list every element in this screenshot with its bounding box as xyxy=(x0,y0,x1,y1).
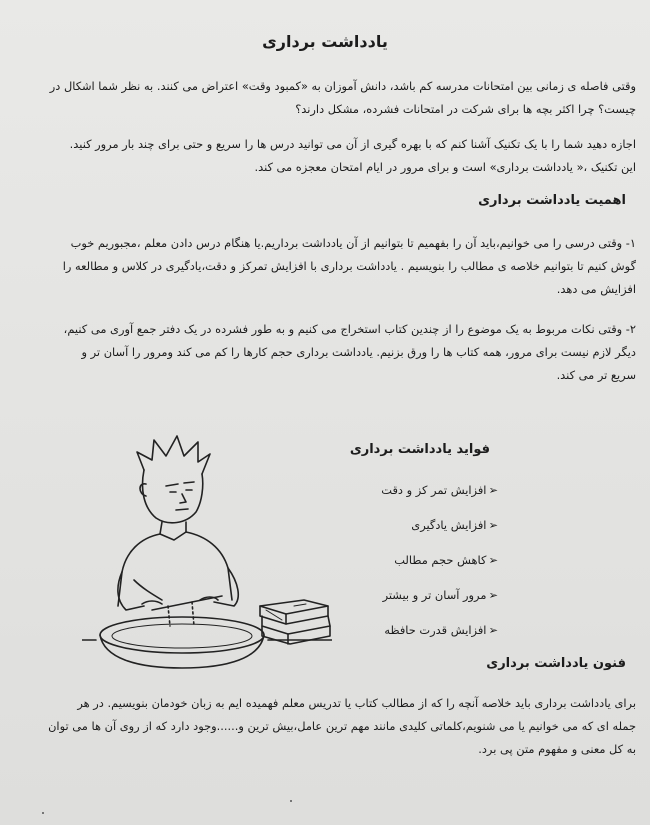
arrow-bullet-icon: ➢ xyxy=(488,518,498,532)
techniques-line: برای یادداشت برداری باید خلاصه آنچه را که از مطالب کتاب یا تدریس معلم فهمیده ایم به زبان خودمان بنویسیم. در هر xyxy=(77,696,636,710)
scan-speck xyxy=(290,800,292,802)
benefit-item xyxy=(381,483,498,497)
page-title: یادداشت برداری xyxy=(262,32,388,51)
techniques-paragraph xyxy=(14,692,636,761)
technique-paragraph xyxy=(14,133,636,179)
arrow-bullet-icon: ➢ xyxy=(488,588,498,602)
benefit-label: کاهش حجم مطالب xyxy=(394,553,487,567)
importance-heading: اهمیت یادداشت برداری xyxy=(478,193,626,208)
arrow-bullet-icon: ➢ xyxy=(488,623,498,637)
importance-line: دیگر لازم نیست برای مرور، همه کتاب ها را ورق بزنیم. یادداشت برداری حجم کارها را کم می کند ومرور را آسان تر و xyxy=(81,345,636,359)
benefit-item xyxy=(384,623,498,637)
importance-line: ۱- وقتی درسی را می خوانیم،باید آن را بفهمیم تا بتوانیم از آن یادداشت برداریم.یا هنگام درس دادن معلم ،مجبوریم خوب xyxy=(70,236,636,250)
techniques-heading: فنون یادداشت برداری xyxy=(486,656,626,671)
benefit-label: افزایش قدرت حافظه xyxy=(384,623,487,637)
importance-line: افزایش می دهد. xyxy=(556,282,636,296)
technique-line: اجازه دهید شما را با یک تکنیک آشنا کنم که با بهره گیری از آن می توانید درس ها را سریع و حتی برای چند بار مرور کنید. xyxy=(69,137,636,151)
techniques-line: جمله ای که می خوانیم یا می شنویم،کلماتی کلیدی مانند مهم ترین عامل،بیش ترین و......وجود دارد که از روی آن ها می توان xyxy=(48,719,636,733)
importance-item-2 xyxy=(14,318,636,387)
importance-item-1 xyxy=(14,232,636,301)
arrow-bullet-icon: ➢ xyxy=(488,553,498,567)
importance-line: گوش کنیم تا بتوانیم خلاصه ی مطالب را بنویسیم . یادداشت برداری با افزایش تمرکز و دقت،یادگیری در کلاس و مطالعه را xyxy=(62,259,636,273)
scan-speck xyxy=(42,812,44,814)
student-illustration xyxy=(82,430,332,670)
intro-line: چیست؟ چرا اکثر بچه ها برای شرکت در امتحانات فشرده، مشکل دارند؟ xyxy=(295,102,636,116)
benefit-item xyxy=(411,518,498,532)
technique-line: این تکنیک ،« یادداشت برداری» است و برای مرور در ایام امتحان معجزه می کند. xyxy=(254,160,636,174)
intro-line: وقتی فاصله ی زمانی بین امتحانات مدرسه کم باشد، دانش آموزان به «کمبود وقت» اعتراض می کنند. به نظر شما اشکال در xyxy=(49,79,636,93)
benefit-label: افزایش یادگیری xyxy=(411,518,487,532)
benefit-item xyxy=(383,588,498,602)
intro-paragraph xyxy=(14,75,636,121)
benefits-heading: فواید یادداشت برداری xyxy=(349,442,490,457)
benefit-label: مرور آسان تر و بیشتر xyxy=(382,588,487,602)
benefit-label: افزایش تمر کز و دقت xyxy=(381,483,487,497)
importance-line: ۲- وقتی نکات مربوط به یک موضوع را از چندین کتاب استخراج می کنیم و به طور فشرده در یک دفتر جمع آوری می کنیم، xyxy=(63,322,636,336)
importance-line: سریع تر می کند. xyxy=(556,368,636,382)
benefit-item xyxy=(394,553,498,567)
techniques-line: به کل معنی و مفهوم متن پی برد. xyxy=(478,742,636,756)
arrow-bullet-icon: ➢ xyxy=(488,483,498,497)
